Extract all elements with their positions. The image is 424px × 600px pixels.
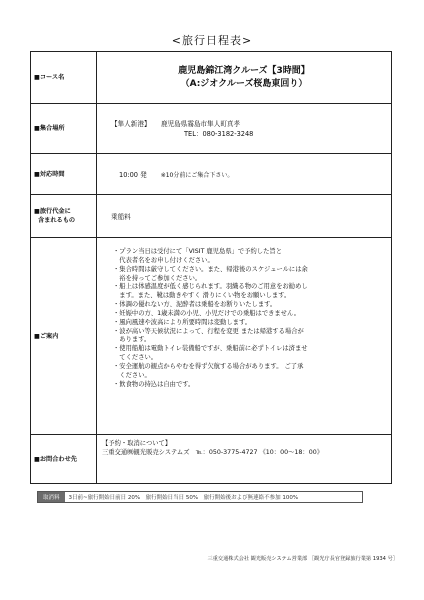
meeting-address: 鹿児島県霧島市隼人町真孝 — [161, 119, 241, 128]
cancellation-fee-text: 3日前~旅行開始日前日 20% 旅行開始日当日 50% 旅行開始後および無連絡不参加 100% — [68, 495, 299, 501]
time-label: ■対応時間 — [31, 154, 97, 194]
note-line: 代表者名をお申し付けください。 — [113, 256, 214, 264]
note-line: ・船上は体感温度が低く感じられます。羽織る物のご用意をお勧めし — [113, 283, 308, 291]
departure-time: 10:00 発 — [119, 171, 147, 179]
note-line: ・妊娠中の方、1歳未満の小児、小児だけでの乗船はできません。 — [113, 309, 300, 317]
course-title — [97, 65, 391, 91]
time-value — [97, 154, 391, 194]
time-note: ※10分前にご集合下さい。 — [160, 172, 234, 179]
note-line: ・体調の優れない方、泥酔者は乗船をお断りいたします。 — [113, 301, 277, 309]
meeting-row — [31, 104, 391, 154]
cancellation-fee-tag: 取消料 — [38, 492, 65, 502]
fee-row — [31, 195, 391, 238]
note-line: ください。 — [113, 371, 151, 379]
footer-company: 三重交通株式会社 観光販売システム営業部 ［観光庁長官登録旅行業第 1934 号］ — [207, 556, 398, 562]
time-row — [31, 154, 391, 195]
note-line: 裕を持ってご参加ください。 — [113, 274, 202, 282]
note-line: ・安全運航の観点からやむを得ず欠航する場合があります。 ご了承 — [113, 362, 304, 370]
fee-label-line2: 含まれるもの — [38, 217, 76, 224]
note-line: ・波が高い等天候状況によって、行程を変更 または帰港する場合が — [113, 327, 304, 335]
contact-label: ■お問合わせ先 — [31, 435, 97, 483]
course-title-line1: 鹿児島錦江湾クルーズ【3時間】 — [178, 65, 310, 76]
course-label: ■コース名 — [31, 52, 97, 103]
note-line: ・プラン当日は受付にて「VISIT 鹿児島県」で予約した旨と — [113, 248, 282, 255]
meeting-label: ■集合場所 — [31, 104, 97, 153]
cancellation-fee-bar — [37, 491, 363, 503]
fee-label-line1: ■旅行代金に — [34, 208, 71, 215]
notes-label: ■ご案内 — [31, 238, 97, 434]
notes-list — [97, 238, 391, 434]
contact-row — [31, 435, 391, 483]
note-line: ・飲食物の持込は自由です。 — [113, 380, 195, 388]
note-line: ・集合時間は厳守してください。また、帰港後のスケジュールには余 — [113, 265, 308, 273]
contact-detail: 三重交通㈱観光販売システムズ ℡：050-3775-4727 《10：00～18：00》 — [102, 449, 324, 456]
contact-heading: 【予約・取消について】 — [102, 440, 172, 447]
note-line: ・使用船舶は電動トイレ装備船ですが、乗船前に必ずトイレは済ませ — [113, 345, 308, 353]
note-line: あります。 — [113, 336, 151, 344]
contact-info — [97, 435, 391, 483]
course-value — [97, 52, 391, 103]
meeting-port: 【隼人新港】 — [111, 119, 151, 128]
course-title-line2: （A:ジオクルーズ桜島東回り） — [180, 78, 308, 89]
note-line: ます。また、靴は動きやすく 滑りにくい物をお願いします。 — [113, 292, 291, 300]
note-line: てください。 — [113, 354, 158, 362]
meeting-value — [97, 104, 391, 153]
itinerary-table — [30, 51, 392, 484]
fee-label — [31, 195, 97, 237]
meeting-info — [97, 119, 253, 139]
meeting-tel: TEL：080-3182-3248 — [184, 129, 254, 138]
notes-row — [31, 238, 391, 435]
page-title: <旅行日程表> — [171, 34, 253, 47]
course-row — [31, 52, 391, 104]
fee-value — [97, 195, 391, 237]
note-line: ・風向風速や波高により所要時間は変動します。 — [113, 318, 252, 326]
fee-text: 乗船料 — [111, 213, 131, 221]
